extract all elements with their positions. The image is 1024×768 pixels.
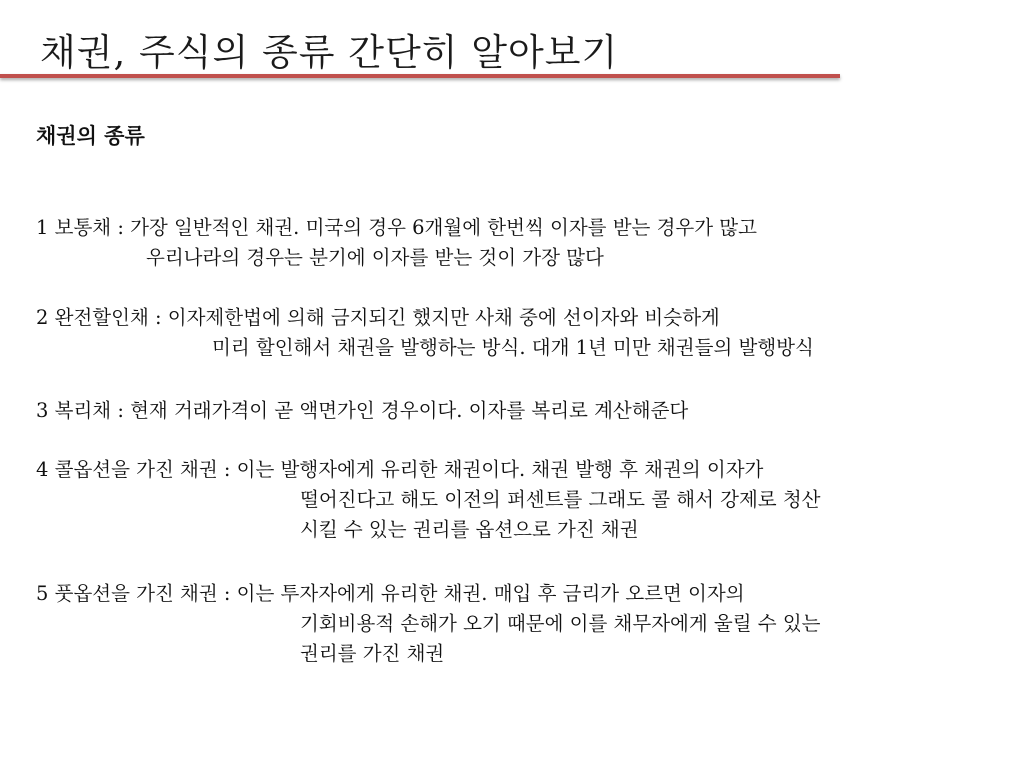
item-line: 4 콜옵션을 가진 채권 : 이는 발행자에게 유리한 채권이다. 채권 발행 후 채권의 이자가	[36, 458, 764, 481]
list-item-1	[36, 213, 757, 273]
slide-title: 채권, 주식의 종류 간단히 알아보기	[40, 31, 619, 74]
title-underline	[0, 74, 840, 78]
item-continuation-line: 시킬 수 있는 권리를 옵션으로 가진 채권	[300, 518, 639, 541]
item-line: 5 풋옵션을 가진 채권 : 이는 투자자에게 유리한 채권. 매입 후 금리가 오르면 이자의	[36, 582, 745, 605]
item-continuation-line: 우리나라의 경우는 분기에 이자를 받는 것이 가장 많다	[146, 246, 604, 269]
item-continuation-line: 미리 할인해서 채권을 발행하는 방식. 대개 1년 미만 채권들의 발행방식	[212, 336, 814, 359]
list-item-5	[36, 579, 821, 669]
item-line: 3 복리채 : 현재 거래가격이 곧 액면가인 경우이다. 이자를 복리로 계산해준다	[36, 399, 689, 422]
item-line: 2 완전할인채 : 이자제한법에 의해 금지되긴 했지만 사채 중에 선이자와 비슷하게	[36, 306, 720, 329]
list-item-4	[36, 455, 821, 545]
item-continuation-line: 떨어진다고 해도 이전의 퍼센트를 그래도 콜 해서 강제로 청산	[300, 488, 821, 511]
item-continuation-line: 기회비용적 손해가 오기 때문에 이를 채무자에게 울릴 수 있는	[300, 612, 821, 635]
section-heading: 채권의 종류	[36, 123, 145, 148]
item-line: 1 보통채 : 가장 일반적인 채권. 미국의 경우 6개월에 한번씩 이자를 받는 경우가 많고	[36, 216, 757, 239]
list-item-2	[36, 303, 814, 363]
item-continuation-line: 권리를 가진 채권	[300, 642, 445, 665]
list-item-3	[36, 396, 688, 426]
